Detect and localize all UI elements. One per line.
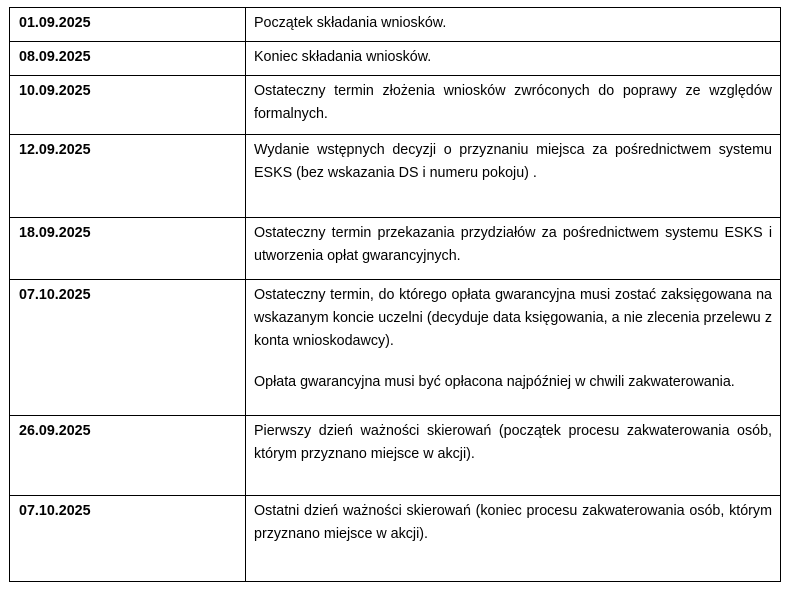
date-cell: 18.09.2025 [10, 218, 246, 280]
description-cell [246, 218, 781, 280]
date-cell: 26.09.2025 [10, 416, 246, 496]
table-row [10, 76, 781, 135]
date-cell: 07.10.2025 [10, 280, 246, 416]
table-row [10, 496, 781, 582]
description-text: Początek składania wniosków. [254, 15, 447, 31]
description-cell [246, 8, 781, 42]
description-cell [246, 135, 781, 218]
description-cell [246, 416, 781, 496]
date-cell: 12.09.2025 [10, 135, 246, 218]
description-text: Ostateczny termin, do którego opłata gwarancyjna musi zostać zaksięgowana na wskazanym koncie uczelni (decyduje data księgowania, a nie zlecenia przelewu z konta wnioskodawcy). [254, 287, 772, 349]
schedule-table [9, 7, 781, 582]
description-cell [246, 76, 781, 135]
description-text: Ostatni dzień ważności skierowań (koniec procesu zakwaterowania osób, którym przyznano miejsce w akcji). [254, 503, 772, 542]
description-text: Opłata gwarancyjna musi być opłacona najpóźniej w chwili zakwaterowania. [254, 374, 735, 390]
table-row [10, 135, 781, 218]
table-row [10, 218, 781, 280]
description-text: Pierwszy dzień ważności skierowań (początek procesu zakwaterowania osób, którym przyznano miejsce w akcji). [254, 423, 772, 462]
table-row [10, 8, 781, 42]
description-text: Ostateczny termin złożenia wniosków zwróconych do poprawy ze względów formalnych. [254, 83, 772, 122]
date-cell: 01.09.2025 [10, 8, 246, 42]
date-cell: 08.09.2025 [10, 42, 246, 76]
description-text: Wydanie wstępnych decyzji o przyznaniu miejsca za pośrednictwem systemu ESKS (bez wskazania DS i numeru pokoju) . [254, 142, 772, 181]
description-cell [246, 42, 781, 76]
table-row [10, 42, 781, 76]
table-row [10, 280, 781, 416]
table-row [10, 416, 781, 496]
description-cell [246, 280, 781, 416]
description-text: Ostateczny termin przekazania przydziałów za pośrednictwem systemu ESKS i utworzenia opłat gwarancyjnych. [254, 225, 772, 264]
date-cell: 07.10.2025 [10, 496, 246, 582]
date-cell: 10.09.2025 [10, 76, 246, 135]
description-text: Koniec składania wniosków. [254, 49, 432, 65]
description-cell [246, 496, 781, 582]
